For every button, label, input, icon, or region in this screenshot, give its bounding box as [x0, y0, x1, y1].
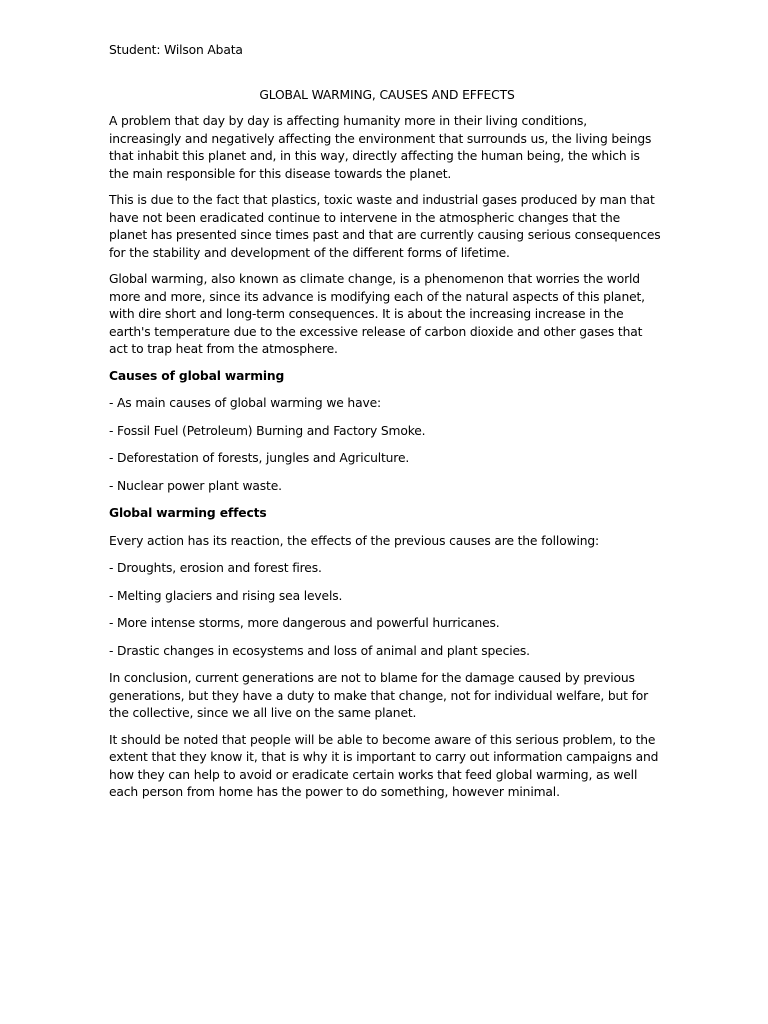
effects-line: - Melting glaciers and rising sea levels. [109, 588, 343, 603]
causes-heading: Causes of global warming [109, 368, 285, 383]
causes-line: - Deforestation of forests, jungles and Agriculture. [109, 451, 410, 465]
document-page [109, 42, 661, 811]
closing-paragraph-1: In conclusion, current generations are not to blame for the damage caused by previous generations, but they have a duty to make that change, not for individual welfare, but for the collective, since we all live on the same planet. [109, 671, 649, 720]
causes-line: - As main causes of global warming we have: [109, 396, 381, 410]
effects-heading: Global warming effects [109, 506, 267, 520]
closing-paragraph-2: It should be noted that people will be able to become aware of this serious problem, to the extent that they know it, that is why it is important to carry out information campaigns and how they can help to avoid or eradicate certain works that feed global warming, as well each person from home has the power to do something, however minimal. [109, 732, 659, 799]
effects-line: - More intense storms, more dangerous and powerful hurricanes. [109, 616, 500, 630]
document-title: GLOBAL WARMING, CAUSES AND EFFECTS [259, 87, 515, 102]
intro-paragraph-1: A problem that day by day is affecting humanity more in their living conditions, increasingly and negatively affecting the environment that surrounds us, the living beings that inhabit this planet and, in this way, directly affecting the human being, the which is the main responsible for this disease towards the planet. [109, 114, 652, 181]
causes-line: - Nuclear power plant waste. [109, 478, 282, 493]
effects-line: - Drastic changes in ecosystems and loss of animal and plant species. [109, 643, 530, 658]
effects-line: - Droughts, erosion and forest fires. [109, 561, 322, 575]
causes-line: - Fossil Fuel (Petroleum) Burning and Factory Smoke. [109, 423, 426, 438]
effects-line: Every action has its reaction, the effects of the previous causes are the following: [109, 533, 600, 548]
student-name: Student: Wilson Abata [109, 43, 243, 57]
intro-paragraph-3: Global warming, also known as climate change, is a phenomenon that worries the world more and more, since its advance is modifying each of the natural aspects of this planet, with dire short and long-term consequences. It is about the increasing increase in the earth's temperature due to the excessive release of carbon dioxide and other gases that act to trap heat from the atmosphere. [109, 272, 645, 356]
intro-paragraph-2: This is due to the fact that plastics, toxic waste and industrial gases produced by man that have not been eradicated continue to intervene in the atmospheric changes that the planet has presented since times past and that are currently causing serious consequences for the stability and development of the different forms of lifetime. [109, 193, 661, 260]
